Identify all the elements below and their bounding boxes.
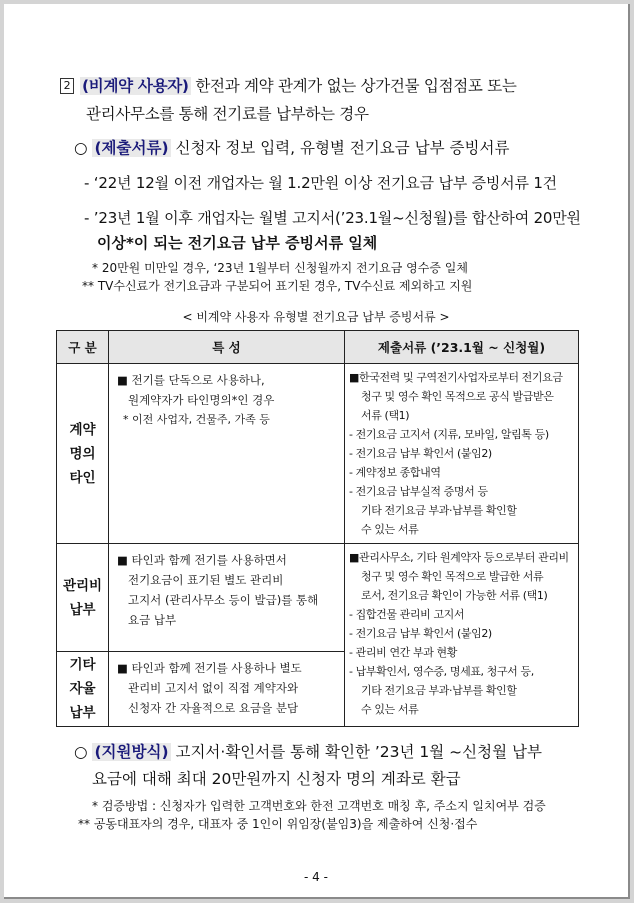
table-row xyxy=(57,544,579,652)
circle-bullet: ○ xyxy=(74,139,88,157)
note-1: * 20만원 미만일 경우, ‘23년 1월부터 신청월까지 전기요금 영수증 일체 xyxy=(92,261,468,275)
doc-line: 서류 (택1) xyxy=(361,409,410,422)
header-category: 구 분 xyxy=(57,331,109,364)
doc-line: - 전기요금 납부 확인서 (붙임2) xyxy=(349,627,492,640)
section-line1: 한전과 계약 관계가 없는 상가건물 입점점포 또는 xyxy=(195,77,517,95)
char-line: 신청자 간 자율적으로 요금을 분담 xyxy=(117,701,299,715)
doc-line: 로서, 전기요금 확인이 가능한 서류 (택1) xyxy=(361,589,548,602)
note-2: ** TV수신료가 전기요금과 구분되어 표기된 경우, TV수신료 제외하고 지원 xyxy=(82,279,473,293)
char-line: ■ 타인과 함께 전기를 사용하나 별도 xyxy=(117,661,302,675)
dash-item-2: - ’23년 1월 이후 개업자는 월별 고지서(’23.1월~신청월)를 합산하여 20만원 xyxy=(84,209,581,227)
row-documents xyxy=(345,364,579,544)
section-line2: 관리사무소를 통해 전기료를 납부하는 경우 xyxy=(86,105,369,123)
footnote-1: * 검증방법 : 신청자가 입력한 고객번호와 한전 고객번호 매칭 후, 주소지 일치여부 검증 xyxy=(92,799,546,813)
row-characteristic xyxy=(109,364,345,544)
support-line2: 요금에 대해 최대 20만원까지 신청자 명의 계좌로 환급 xyxy=(92,770,461,788)
header-characteristic: 특 성 xyxy=(109,331,345,364)
circle-bullet: ○ xyxy=(74,743,88,761)
doc-line: - 전기요금 납부 확인서 (붙임2) xyxy=(349,447,492,460)
section-tag: (비계약 사용자) xyxy=(82,77,189,95)
doc-line: ■한국전력 및 구역전기사업자로부터 전기요금 xyxy=(349,371,563,384)
char-line: 원계약자가 타인명의*인 경우 xyxy=(117,393,275,407)
doc-line: - 집합건물 관리비 고지서 xyxy=(349,608,465,621)
dash-item-2-cont: 이상*이 되는 전기요금 납부 증빙서류 일체 xyxy=(97,234,378,252)
table-row xyxy=(57,364,579,544)
row-documents xyxy=(345,544,579,727)
docs-text: 신청자 정보 입력, 유형별 전기요금 납부 증빙서류 xyxy=(175,139,510,157)
document-page xyxy=(4,4,630,899)
row-label xyxy=(57,544,109,652)
support-text: 고지서·확인서를 통해 확인한 ’23년 1월 ~신청월 납부 xyxy=(175,743,542,761)
table-header-row xyxy=(57,331,579,364)
row-label-text: 기타 자율 납부 xyxy=(69,657,96,721)
page-number: - 4 - xyxy=(304,870,328,884)
char-line: 전기요금이 표기된 별도 관리비 xyxy=(117,573,284,587)
row-label-text: 계약 명의 타인 xyxy=(69,421,96,486)
doc-line: - 납부확인서, 영수증, 명세표, 청구서 등, xyxy=(349,665,534,678)
section-heading xyxy=(60,74,517,96)
char-note: * 이전 사업자, 건물주, 가족 등 xyxy=(123,413,270,426)
row-label xyxy=(57,364,109,544)
dash-item-1: - ‘22년 12월 이전 개업자는 월 1.2만원 이상 전기요금 납부 증빙서류 1건 xyxy=(84,174,557,192)
doc-line: - 계약정보 종합내역 xyxy=(349,466,441,479)
doc-line: 청구 및 영수 확인 목적으로 발급한 서류 xyxy=(361,570,544,583)
docs-heading xyxy=(74,136,509,158)
table-caption: < 비계약 사용자 유형별 전기요금 납부 증빙서류 > xyxy=(182,310,450,324)
row-label xyxy=(57,652,109,727)
footnote-2: ** 공동대표자의 경우, 대표자 중 1인이 위임장(붙임3)을 제출하여 신청·접수 xyxy=(78,817,478,831)
char-line: 고지서 (관리사무소 등이 발급)를 통해 xyxy=(117,593,319,607)
row-characteristic xyxy=(109,652,345,727)
row-label-text: 관리비 납부 xyxy=(62,577,103,618)
section-number: 2 xyxy=(60,78,74,94)
docs-tag: (제출서류) xyxy=(94,139,169,157)
doc-line: - 전기요금 납부실적 증명서 등 xyxy=(349,485,488,498)
char-line: 요금 납부 xyxy=(117,613,177,627)
row-characteristic xyxy=(109,544,345,652)
doc-line: 기타 전기요금 부과·납부를 확인할 xyxy=(361,684,517,697)
doc-line: - 관리비 연간 부과 현황 xyxy=(349,646,457,659)
support-tag: (지원방식) xyxy=(94,743,169,761)
doc-line: 청구 및 영수 확인 목적으로 공식 발급받은 xyxy=(361,390,554,403)
doc-line: 기타 전기요금 부과·납부를 확인할 xyxy=(361,504,517,517)
header-documents: 제출서류 (’23.1월 ~ 신청월) xyxy=(345,331,579,364)
char-line: ■ 타인과 함께 전기를 사용하면서 xyxy=(117,553,287,567)
doc-line: 수 있는 서류 xyxy=(361,703,419,716)
support-heading xyxy=(74,740,542,762)
char-line: ■ 전기를 단독으로 사용하나, xyxy=(117,373,265,387)
doc-line: 수 있는 서류 xyxy=(361,523,419,536)
evidence-table xyxy=(56,330,579,727)
char-line: 관리비 고지서 없이 직접 계약자와 xyxy=(117,681,299,695)
doc-line: - 전기요금 고지서 (지류, 모바일, 알림톡 등) xyxy=(349,428,549,441)
doc-line: ■관리사무소, 기타 원계약자 등으로부터 관리비 xyxy=(349,551,569,564)
